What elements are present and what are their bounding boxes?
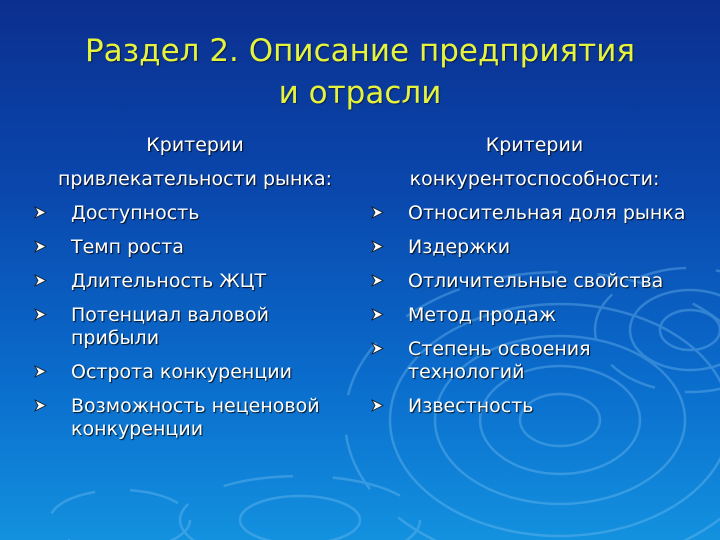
list-item — [367, 236, 702, 259]
market-attractiveness-list — [30, 202, 360, 441]
list-item-text: Отличительные свойства — [408, 270, 664, 292]
list-item-text: Острота конкуренции — [71, 361, 292, 383]
list-item — [30, 395, 360, 441]
header-line-1: Критерии — [485, 134, 584, 156]
list-item-text: Относительная доля рынка — [408, 202, 686, 224]
arrow-triangle-icon — [371, 240, 384, 253]
list-item-text: Метод продаж — [408, 304, 556, 326]
list-item — [367, 304, 702, 327]
list-item — [367, 202, 702, 225]
slide-title-line-2: и отрасли — [278, 75, 442, 111]
competitiveness-list — [367, 202, 702, 418]
list-item — [30, 236, 360, 259]
header-line-2: привлекательности рынка: — [57, 168, 333, 190]
list-item-text: Известность — [408, 395, 534, 417]
header-line-2: конкурентоспособности: — [409, 168, 660, 190]
arrow-triangle-icon — [34, 206, 47, 219]
market-attractiveness-column — [30, 134, 360, 452]
competitiveness-header — [367, 134, 702, 191]
list-item — [30, 202, 360, 225]
arrow-triangle-icon — [371, 342, 384, 355]
slide-title-line-1: Раздел 2. Описание предприятия — [84, 33, 636, 69]
arrow-triangle-icon — [34, 274, 47, 287]
list-item-text: Возможность неценовой конкуренции — [71, 395, 320, 440]
list-item — [30, 270, 360, 293]
arrow-triangle-icon — [371, 399, 384, 412]
competitiveness-column — [367, 134, 702, 429]
list-item-text: Потенциал валовой прибыли — [71, 304, 269, 349]
arrow-triangle-icon — [34, 240, 47, 253]
arrow-triangle-icon — [34, 399, 47, 412]
arrow-triangle-icon — [371, 308, 384, 321]
header-line-1: Критерии — [146, 134, 244, 156]
arrow-triangle-icon — [34, 308, 47, 321]
list-item — [367, 395, 702, 418]
list-item-text: Длительность ЖЦТ — [71, 270, 267, 292]
list-item — [367, 338, 702, 384]
arrow-triangle-icon — [371, 206, 384, 219]
list-item-text: Темп роста — [71, 236, 184, 258]
arrow-triangle-icon — [34, 365, 47, 378]
list-item — [30, 304, 360, 350]
market-attractiveness-header — [30, 134, 360, 191]
slide-title — [30, 30, 690, 114]
list-item — [30, 361, 360, 384]
list-item-text: Издержки — [408, 236, 511, 258]
list-item-text: Доступность — [71, 202, 200, 224]
list-item — [367, 270, 702, 293]
arrow-triangle-icon — [371, 274, 384, 287]
list-item-text: Степень освоения технологий — [408, 338, 591, 383]
